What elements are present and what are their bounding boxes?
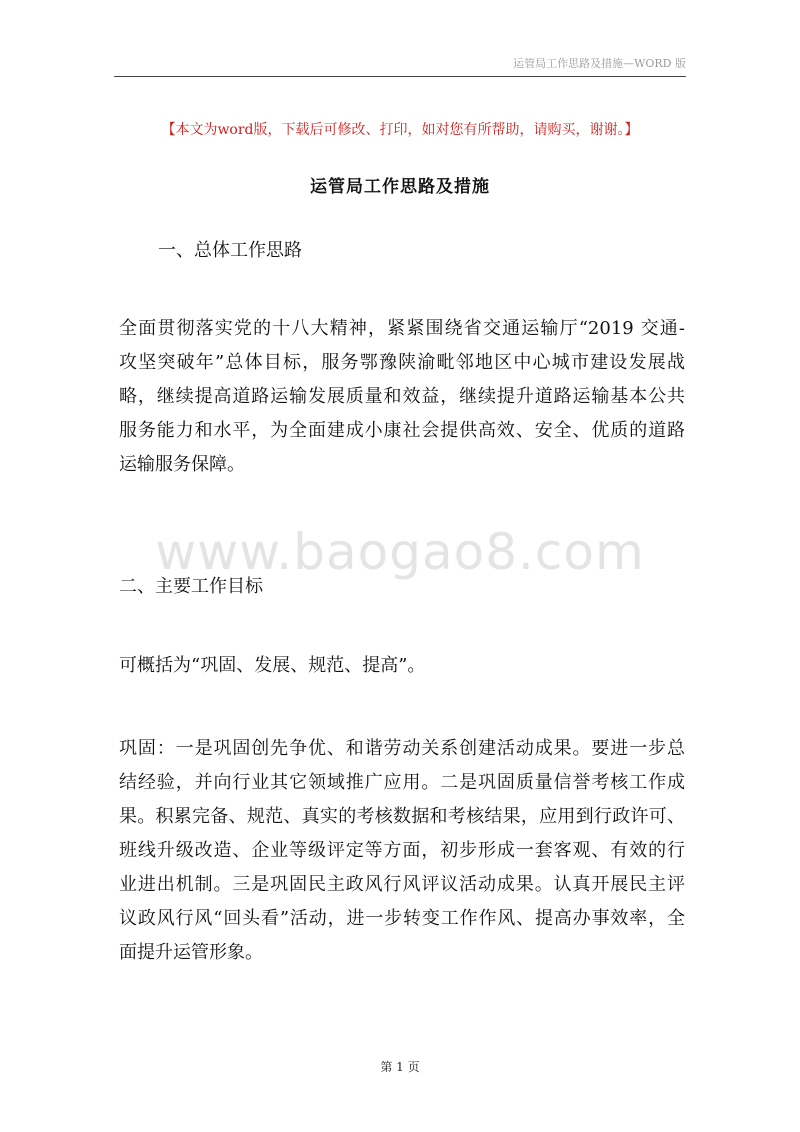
text-line: 议政风行风“回头看”活动，进一步转变工作作风、提高办事效率，全	[119, 908, 685, 929]
text-line: 业进出机制。三是巩固民主政风行风评议活动成果。认真开展民主评	[119, 874, 685, 895]
watermark: www.baogao8.com	[155, 523, 645, 581]
paragraph-consolidate	[119, 732, 685, 970]
purchase-notice: 【本文为word版，下载后可修改、打印，如对您有所帮助，请购买，谢谢。】	[161, 122, 639, 138]
paragraph-overall-approach	[119, 312, 685, 482]
text-line: 巩固：一是巩固创先争优、和谐劳动关系创建活动成果。要进一步总	[119, 738, 685, 759]
text-line: 略，继续提高道路运输发展质量和效益，继续提升道路运输基本公共	[119, 386, 685, 407]
section-heading-2: 二、主要工作目标	[119, 576, 263, 597]
document-title: 运管局工作思路及措施	[310, 177, 490, 197]
header-divider	[114, 76, 686, 77]
text-line: 班线升级改造、企业等级评定等方面，初步形成一套客观、有效的行	[119, 840, 685, 861]
text-line: 面提升运管形象。	[119, 942, 263, 963]
text-line: 果。积累完备、规范、真实的考核数据和考核结果，应用到行政许可、	[119, 806, 685, 827]
text-line: 结经验，并向行业其它领域推广应用。二是巩固质量信誉考核工作成	[119, 772, 685, 793]
page-number: 第 1 页	[380, 1060, 420, 1074]
section-heading-1: 一、总体工作思路	[158, 240, 302, 261]
text-line: 运输服务保障。	[119, 454, 245, 475]
text-line: 攻坚突破年”总体目标，服务鄂豫陕渝毗邻地区中心城市建设发展战	[119, 352, 685, 373]
text-line: 全面贯彻落实党的十八大精神，紧紧围绕省交通运输厅“2019 交通-	[119, 318, 685, 339]
paragraph-summary	[119, 649, 685, 683]
text-line: 服务能力和水平，为全面建成小康社会提供高效、安全、优质的道路	[119, 420, 685, 441]
running-header: 运管局工作思路及措施—WORD 版	[513, 57, 686, 70]
text-line: 可概括为“巩固、发展、规范、提高”。	[119, 655, 426, 676]
